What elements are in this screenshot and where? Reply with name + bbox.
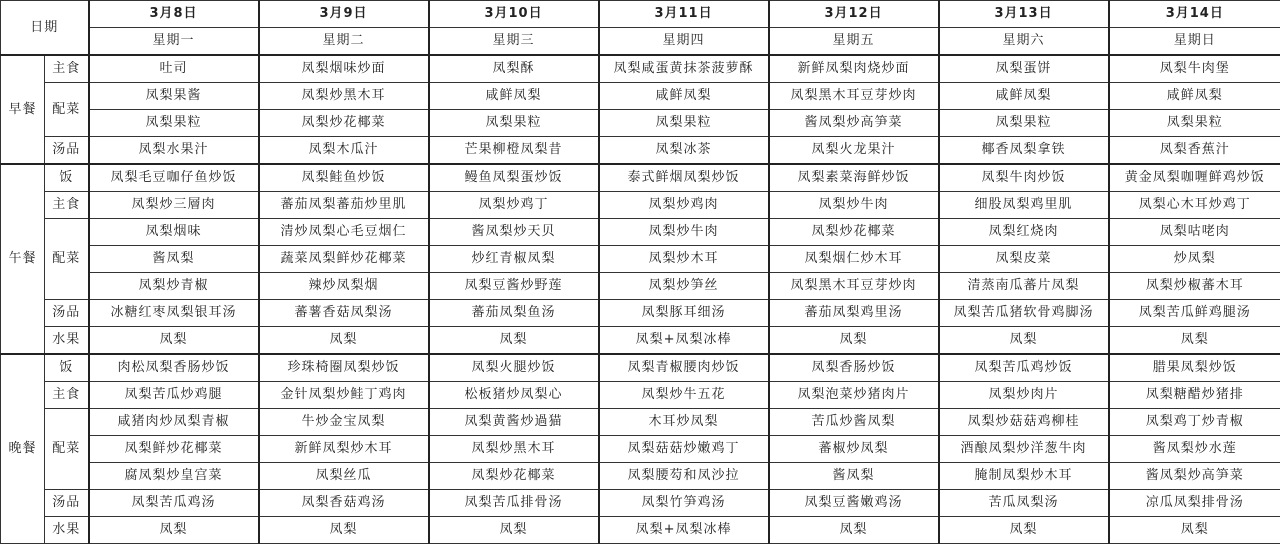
lunch-row (1, 246, 1280, 273)
menu-item-cell: 凤梨竹笋鸡汤 (599, 490, 769, 517)
menu-item-cell: 凤梨咸蛋黄抹茶菠萝酥 (599, 55, 769, 83)
menu-item-cell: 凤梨炒三層肉 (89, 192, 259, 219)
date-header: 3月13日 (939, 1, 1109, 28)
menu-item-cell: 凤梨苦瓜排骨汤 (429, 490, 599, 517)
menu-item-cell: 凤梨菇菇炒嫩鸡丁 (599, 436, 769, 463)
breakfast-row (1, 83, 1280, 110)
date-header: 3月9日 (259, 1, 429, 28)
menu-item-cell: 凤梨冰茶 (599, 137, 769, 165)
menu-item-cell: 凤梨炒花椰菜 (429, 463, 599, 490)
menu-item-cell: 凤梨火龙果汁 (769, 137, 939, 165)
menu-item-cell: 凤梨 (89, 327, 259, 355)
category-label: 配菜 (45, 219, 89, 300)
menu-item-cell: 凤梨 (259, 517, 429, 544)
menu-item-cell: 凤梨炒牛肉 (599, 219, 769, 246)
category-label: 主食 (45, 382, 89, 409)
lunch-row (1, 327, 1280, 355)
menu-item-cell: 凤梨苦瓜鸡汤 (89, 490, 259, 517)
menu-item-cell: 椰香凤梨拿铁 (939, 137, 1109, 165)
menu-item-cell: 凤梨苦瓜炒鸡腿 (89, 382, 259, 409)
menu-item-cell: 凤梨炒鸡丁 (429, 192, 599, 219)
weekday-header: 星期六 (939, 28, 1109, 56)
date-corner-label: 日期 (1, 1, 89, 56)
breakfast-row (1, 110, 1280, 137)
menu-item-cell: 清炒凤梨心毛豆烟仁 (259, 219, 429, 246)
category-label: 配菜 (45, 409, 89, 490)
menu-item-cell: 酱凤梨炒高笋菜 (769, 110, 939, 137)
menu-item-cell: 凤梨泡菜炒猪肉片 (769, 382, 939, 409)
menu-item-cell: 凤梨木瓜汁 (259, 137, 429, 165)
menu-item-cell: 凤梨 (89, 517, 259, 544)
menu-item-cell: 凤梨酥 (429, 55, 599, 83)
menu-item-cell: 酱凤梨炒天贝 (429, 219, 599, 246)
menu-item-cell: 凤梨炒牛肉 (769, 192, 939, 219)
menu-item-cell: 酒酿凤梨炒洋葱牛肉 (939, 436, 1109, 463)
menu-item-cell: 凤梨 (429, 327, 599, 355)
dinner-row (1, 382, 1280, 409)
menu-item-cell: 凤梨红烧肉 (939, 219, 1109, 246)
menu-item-cell: 凤梨皮菜 (939, 246, 1109, 273)
menu-item-cell: 金针凤梨炒鲑丁鸡肉 (259, 382, 429, 409)
menu-item-cell: 牛炒金宝凤梨 (259, 409, 429, 436)
menu-item-cell: 凤梨蛋饼 (939, 55, 1109, 83)
menu-item-cell: 凤梨香蕉汁 (1109, 137, 1280, 165)
menu-item-cell: 凤梨苦瓜鲜鸡腿汤 (1109, 300, 1280, 327)
menu-item-cell: 凤梨黄酱炒過猫 (429, 409, 599, 436)
menu-item-cell: 黄金凤梨咖喱鲜鸡炒饭 (1109, 164, 1280, 192)
menu-item-cell: 凤梨豚耳细汤 (599, 300, 769, 327)
header-weekday-row (1, 28, 1280, 56)
menu-item-cell: 凤梨毛豆咖仔鱼炒饭 (89, 164, 259, 192)
menu-item-cell: 蕃椒炒凤梨 (769, 436, 939, 463)
category-label: 饭 (45, 164, 89, 192)
date-header: 3月8日 (89, 1, 259, 28)
menu-item-cell: 凤梨果粒 (599, 110, 769, 137)
weekday-header: 星期一 (89, 28, 259, 56)
menu-item-cell: 凤梨炒青椒 (89, 273, 259, 300)
category-label: 汤品 (45, 137, 89, 165)
menu-item-cell: 酱凤梨 (89, 246, 259, 273)
menu-item-cell: 酱凤梨炒高笋菜 (1109, 463, 1280, 490)
menu-item-cell: 凤梨 (259, 327, 429, 355)
menu-item-cell: 凤梨炒花椰菜 (769, 219, 939, 246)
lunch-row (1, 273, 1280, 300)
menu-item-cell: 凤梨牛肉炒饭 (939, 164, 1109, 192)
menu-item-cell: 凤梨 (429, 517, 599, 544)
category-label: 饭 (45, 354, 89, 382)
menu-item-cell: 蕃薯香菇凤梨汤 (259, 300, 429, 327)
menu-item-cell: 凤梨苦瓜鸡炒饭 (939, 354, 1109, 382)
menu-item-cell: 凤梨火腿炒饭 (429, 354, 599, 382)
menu-item-cell: 凤梨炒黑木耳 (429, 436, 599, 463)
date-header: 3月12日 (769, 1, 939, 28)
menu-item-cell: 腐凤梨炒皇宫菜 (89, 463, 259, 490)
menu-item-cell: 凤梨烟味 (89, 219, 259, 246)
dinner-row (1, 354, 1280, 382)
dinner-row (1, 517, 1280, 544)
menu-item-cell: 凤梨 (769, 517, 939, 544)
menu-item-cell: 凤梨丝瓜 (259, 463, 429, 490)
menu-item-cell: 凤梨糖醋炒猪排 (1109, 382, 1280, 409)
menu-item-cell: 苦瓜凤梨汤 (939, 490, 1109, 517)
menu-item-cell: 凉瓜凤梨排骨汤 (1109, 490, 1280, 517)
menu-item-cell: 鳗鱼凤梨蛋炒饭 (429, 164, 599, 192)
menu-item-cell: 凤梨豆酱炒野莲 (429, 273, 599, 300)
menu-item-cell: 凤梨豆酱嫩鸡汤 (769, 490, 939, 517)
menu-item-cell: 凤梨 (769, 327, 939, 355)
menu-item-cell: 凤梨咕咾肉 (1109, 219, 1280, 246)
menu-item-cell: 腌制凤梨炒木耳 (939, 463, 1109, 490)
menu-item-cell: 炒红青椒凤梨 (429, 246, 599, 273)
menu-item-cell: 木耳炒凤梨 (599, 409, 769, 436)
menu-item-cell: 凤梨牛肉堡 (1109, 55, 1280, 83)
menu-item-cell: 凤梨+凤梨冰棒 (599, 517, 769, 544)
menu-item-cell: 凤梨 (939, 517, 1109, 544)
menu-item-cell: 肉松凤梨香肠炒饭 (89, 354, 259, 382)
menu-item-cell: 凤梨鲑鱼炒饭 (259, 164, 429, 192)
menu-item-cell: 珍珠椅圈凤梨炒饭 (259, 354, 429, 382)
menu-item-cell: 凤梨心木耳炒鸡丁 (1109, 192, 1280, 219)
menu-item-cell: 凤梨鲜炒花椰菜 (89, 436, 259, 463)
menu-item-cell: 凤梨炒木耳 (599, 246, 769, 273)
menu-item-cell: 腊果凤梨炒饭 (1109, 354, 1280, 382)
menu-item-cell: 凤梨炒菇菇鸡柳桂 (939, 409, 1109, 436)
menu-item-cell: 凤梨鸡丁炒青椒 (1109, 409, 1280, 436)
menu-item-cell: 凤梨苦瓜猪软骨鸡脚汤 (939, 300, 1109, 327)
breakfast-row (1, 55, 1280, 83)
category-label: 汤品 (45, 490, 89, 517)
menu-item-cell: 蕃茄凤梨蕃茄炒里肌 (259, 192, 429, 219)
lunch-row (1, 164, 1280, 192)
menu-item-cell: 蕃茄凤梨鸡里汤 (769, 300, 939, 327)
date-header: 3月10日 (429, 1, 599, 28)
dinner-row (1, 436, 1280, 463)
menu-item-cell: 凤梨黑木耳豆芽炒肉 (769, 83, 939, 110)
menu-item-cell: 凤梨+凤梨冰棒 (599, 327, 769, 355)
weekday-header: 星期四 (599, 28, 769, 56)
menu-item-cell: 辣炒凤梨烟 (259, 273, 429, 300)
menu-item-cell: 清蒸南瓜蕃片凤梨 (939, 273, 1109, 300)
dinner-meal-label: 晚餐 (1, 354, 45, 544)
menu-item-cell: 泰式鲜烟凤梨炒饭 (599, 164, 769, 192)
category-label: 配菜 (45, 83, 89, 137)
menu-item-cell: 凤梨 (1109, 517, 1280, 544)
menu-item-cell: 凤梨 (1109, 327, 1280, 355)
weekday-header: 星期二 (259, 28, 429, 56)
menu-item-cell: 凤梨炒笋丝 (599, 273, 769, 300)
category-label: 水果 (45, 327, 89, 355)
menu-item-cell: 细股凤梨鸡里肌 (939, 192, 1109, 219)
menu-item-cell: 咸鲜凤梨 (599, 83, 769, 110)
menu-item-cell: 凤梨香菇鸡汤 (259, 490, 429, 517)
breakfast-meal-label: 早餐 (1, 55, 45, 164)
menu-item-cell: 松板猪炒凤梨心 (429, 382, 599, 409)
menu-item-cell: 酱凤梨炒水莲 (1109, 436, 1280, 463)
menu-item-cell: 凤梨果粒 (429, 110, 599, 137)
menu-item-cell: 凤梨炒椒蕃木耳 (1109, 273, 1280, 300)
menu-item-cell: 凤梨烟仁炒木耳 (769, 246, 939, 273)
menu-item-cell: 凤梨炒鸡肉 (599, 192, 769, 219)
menu-item-cell: 凤梨果粒 (89, 110, 259, 137)
menu-item-cell: 新鲜凤梨炒木耳 (259, 436, 429, 463)
category-label: 水果 (45, 517, 89, 544)
menu-item-cell: 凤梨炒花椰菜 (259, 110, 429, 137)
weekday-header: 星期日 (1109, 28, 1280, 56)
menu-item-cell: 凤梨果粒 (1109, 110, 1280, 137)
weekday-header: 星期五 (769, 28, 939, 56)
menu-item-cell: 凤梨水果汁 (89, 137, 259, 165)
menu-item-cell: 酱凤梨 (769, 463, 939, 490)
menu-item-cell: 凤梨果酱 (89, 83, 259, 110)
menu-item-cell: 冰糖红枣凤梨银耳汤 (89, 300, 259, 327)
menu-item-cell: 凤梨素菜海鲜炒饭 (769, 164, 939, 192)
weekday-header: 星期三 (429, 28, 599, 56)
dinner-row (1, 490, 1280, 517)
lunch-row (1, 192, 1280, 219)
menu-item-cell: 炒凤梨 (1109, 246, 1280, 273)
lunch-meal-label: 午餐 (1, 164, 45, 354)
category-label: 主食 (45, 192, 89, 219)
date-header: 3月14日 (1109, 1, 1280, 28)
menu-item-cell: 凤梨 (939, 327, 1109, 355)
menu-item-cell: 凤梨炒黑木耳 (259, 83, 429, 110)
menu-item-cell: 咸鲜凤梨 (1109, 83, 1280, 110)
lunch-row (1, 219, 1280, 246)
menu-item-cell: 凤梨黑木耳豆芽炒肉 (769, 273, 939, 300)
menu-item-cell: 凤梨果粒 (939, 110, 1109, 137)
menu-item-cell: 苦瓜炒酱凤梨 (769, 409, 939, 436)
menu-item-cell: 蕃茄凤梨鱼汤 (429, 300, 599, 327)
dinner-row (1, 463, 1280, 490)
menu-item-cell: 凤梨烟味炒面 (259, 55, 429, 83)
menu-item-cell: 芒果柳橙凤梨昔 (429, 137, 599, 165)
menu-item-cell: 凤梨炒肉片 (939, 382, 1109, 409)
category-label: 汤品 (45, 300, 89, 327)
menu-item-cell: 蔬菜凤梨鲜炒花椰菜 (259, 246, 429, 273)
menu-item-cell: 咸鲜凤梨 (939, 83, 1109, 110)
menu-item-cell: 凤梨青椒腰肉炒饭 (599, 354, 769, 382)
menu-item-cell: 咸鲜凤梨 (429, 83, 599, 110)
menu-item-cell: 凤梨炒牛五花 (599, 382, 769, 409)
category-label: 主食 (45, 55, 89, 83)
header-date-row (1, 1, 1280, 28)
date-header: 3月11日 (599, 1, 769, 28)
menu-item-cell: 凤梨香肠炒饭 (769, 354, 939, 382)
menu-item-cell: 凤梨腰芶和凤沙拉 (599, 463, 769, 490)
menu-item-cell: 吐司 (89, 55, 259, 83)
menu-item-cell: 新鲜凤梨肉烧炒面 (769, 55, 939, 83)
lunch-row (1, 300, 1280, 327)
menu-item-cell: 咸猪肉炒凤梨青椒 (89, 409, 259, 436)
dinner-row (1, 409, 1280, 436)
breakfast-row (1, 137, 1280, 165)
